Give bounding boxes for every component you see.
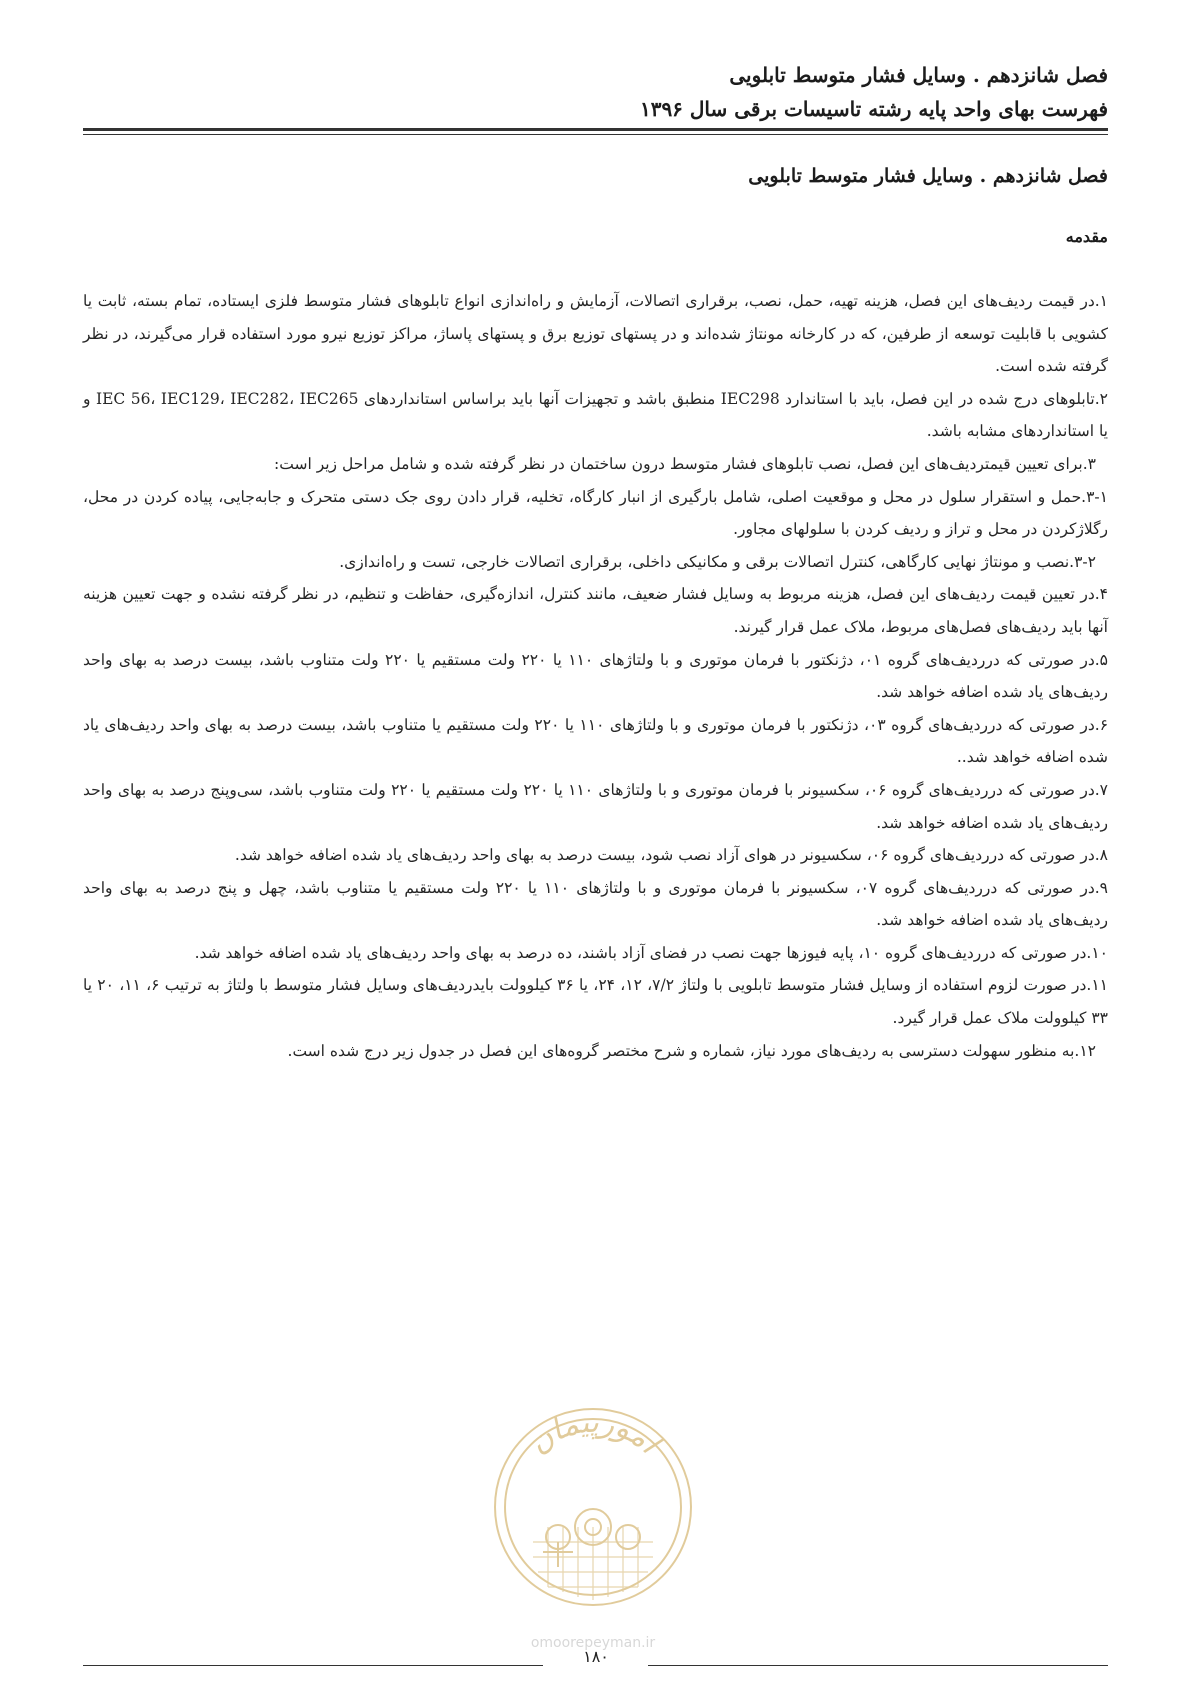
page-number: ۱۸۰ xyxy=(583,1647,609,1666)
paragraph-7: ۷.در صورتی که درردیف‌های گروه ۰۶، سکسیونر با فرمان موتوری و با ولتاژهای ۱۱۰ یا ۲۲۰ ولت مستقیم یا ۲۲۰ ولت متناوب باشد، سی‌وپنج درصد به بهای واحد ردیف‌های یاد شده اضافه خواهد شد. xyxy=(83,780,1108,832)
footer-rule-right xyxy=(648,1665,1108,1666)
footer-rule-left xyxy=(83,1665,543,1666)
paragraph-3-1: ۳-۱.حمل و استقرار سلول در محل و موقعیت اصلی، شامل بارگیری از انبار کارگاه، تخلیه، قرار دادن روی جک دستی متحرک و جابه‌جایی، پیاده کردن در محل، رگلاژکردن در محل و تراز و ردیف کردن با سلولهای مجاور. xyxy=(83,487,1108,539)
paragraph-5: ۵.در صورتی که درردیف‌های گروه ۰۱، دژنکتور با فرمان موتوری و با ولتاژهای ۱۱۰ یا ۲۲۰ ولت مستقیم یا ۲۲۰ ولت متناوب باشد، بیست درصد به بهای واحد ردیف‌های یاد شده اضافه خواهد شد. xyxy=(83,650,1108,702)
paragraph-6: ۶.در صورتی که درردیف‌های گروه ۰۳، دژنکتور با فرمان موتوری و با ولتاژهای ۱۱۰ یا ۲۲۰ ولت مستقیم یا متناوب باشد، بیست درصد به بهای واحد ردیف‌های یاد شده اضافه خواهد شد.. xyxy=(83,715,1109,767)
paragraph-4: ۴.در تعیین قیمت ردیف‌های این فصل، هزینه مربوط به وسایل فشار ضعیف، مانند کنترل، اندازه‌گیری، حفاظت و تنظیم، در نظر گرفته نشده و جهت تعیین هزینه آنها باید ردیف‌های فصل‌های مربوط، ملاک عمل قرار گیرند. xyxy=(83,585,1108,636)
watermark-logo-text: امورپیمان xyxy=(522,1404,666,1461)
chapter-title: فصل شانزدهم . وسایل فشار متوسط تابلویی xyxy=(748,165,1108,187)
watermark-site: omoorepeyman.ir xyxy=(530,1635,656,1651)
header-price-list-line: فهرست بهای واحد پایه رشته تاسیسات برقی سال ۱۳۹۶ xyxy=(639,97,1108,121)
paragraph-12: ۱۲.به منظور سهولت دسترسی به ردیف‌های مورد نیاز، شماره و شرح مختصر گروه‌های این فصل در جدول زیر درج شده است. xyxy=(287,1041,1096,1060)
introduction-heading: مقدمه xyxy=(1065,227,1108,246)
paragraph-2: ۲.تابلوهای درج شده در این فصل، باید با استاندارد IEC298 منطبق باشد و تجهیزات آنها باید براساس استانداردهای IEC 56، IEC129، IEC282، IEC265 و یا استانداردهای مشابه باشد. xyxy=(83,389,1108,441)
header-rule-thin xyxy=(83,134,1108,135)
paragraph-11: ۱۱.در صورت لزوم استفاده از وسایل فشار متوسط تابلویی با ولتاژ ۷/۲، ۱۲، ۲۴، یا ۳۶ کیلوولت بایدردیف‌های وسایل فشار متوسط با ولتاژ به ترتیب ۶، ۱۱، ۲۰ یا ۳۳ کیلوولت ملاک عمل قرار گیرد. xyxy=(83,976,1108,1028)
paragraph-10: ۱۰.در صورتی که درردیف‌های گروه ۱۰، پایه فیوزها جهت نصب در فضای آزاد باشند، ده درصد به بهای واحد ردیف‌های یاد شده اضافه خواهد شد. xyxy=(194,943,1108,962)
paragraph-1: ۱.در قیمت ردیف‌های این فصل، هزینه تهیه، حمل، نصب، برقراری اتصالات، آزمایش و راه‌اندازی انواع تابلوهای فشار متوسط فلزی ایستاده، تمام بسته، ثابت یا کشویی با قابلیت توسعه از طرفین، که در کارخانه مونتاژ شده‌اند و در پستهای توزیع برق و پستهای پاساژ، مراکز توزیع نیرو مورد استفاده قرار می‌گیرند، در نظر گرفته شده است. xyxy=(83,292,1108,376)
header-rule-thick xyxy=(83,128,1108,131)
paragraph-9: ۹.در صورتی که درردیف‌های گروه ۰۷، سکسیونر با فرمان موتوری و با ولتاژهای ۱۱۰ یا ۲۲۰ ولت مستقیم یا متناوب باشد، چهل و پنج درصد به بهای واحد ردیف‌های یاد شده اضافه خواهد شد. xyxy=(83,878,1108,930)
watermark-logo xyxy=(488,1402,698,1652)
paragraph-3-2: ۳-۲.نصب و مونتاژ نهایی کارگاهی، کنترل اتصالات برقی و مکانیکی داخلی، برقراری اتصالات خارجی، تست و راه‌اندازی. xyxy=(339,552,1096,571)
running-header xyxy=(88,58,1108,126)
header-chapter-line: فصل شانزدهم . وسایل فشار متوسط تابلویی xyxy=(729,63,1108,87)
introduction-body xyxy=(83,285,1108,1067)
paragraph-8: ۸.در صورتی که درردیف‌های گروه ۰۶، سکسیونر در هوای آزاد نصب شود، بیست درصد به بهای واحد ردیف‌های یاد شده اضافه خواهد شد. xyxy=(234,846,1108,865)
paragraph-3: ۳.برای تعیین قیمتردیف‌های این فصل، نصب تابلوهای فشار متوسط درون ساختمان در نظر گرفته شده و شامل مراحل زیر است: xyxy=(274,454,1096,473)
